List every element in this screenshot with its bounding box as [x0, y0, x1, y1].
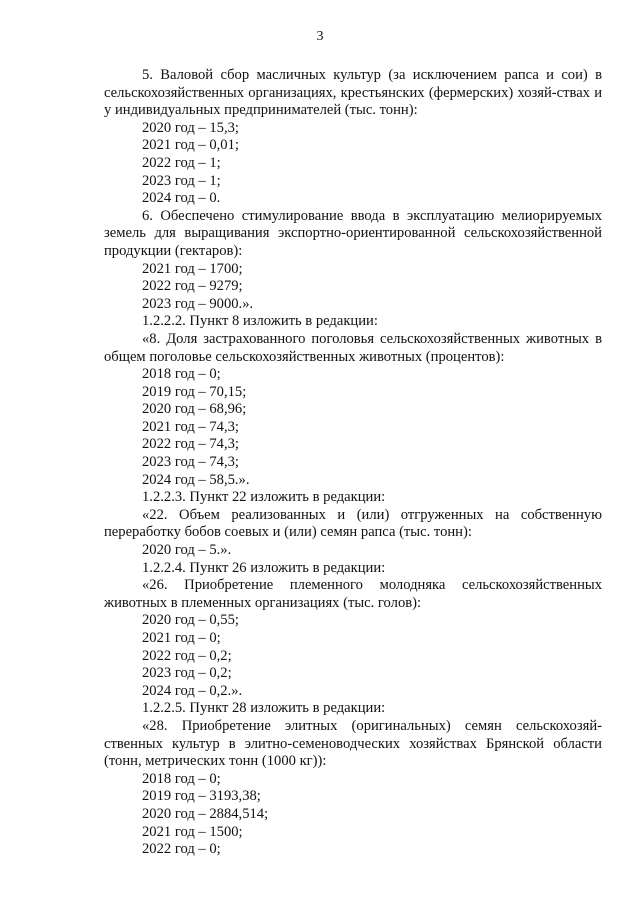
paragraph: 1.2.2.5. Пункт 28 изложить в редакции: [142, 700, 386, 717]
list-item: 2018 год – 0; [142, 770, 221, 787]
list-item: 2020 год – 2884,514; [142, 805, 269, 822]
list-item: 2021 год – 0,01; [142, 137, 239, 154]
list-item: 2019 год – 70,15; [142, 383, 247, 400]
list-item: 2021 год – 74,3; [142, 418, 239, 435]
list-item: 2021 год – 1500; [142, 823, 243, 840]
list-item: 2019 год – 3193,38; [142, 788, 261, 805]
list-item: 2023 год – 9000.». [142, 295, 254, 312]
paragraph: «28. Приобретение элитных (оригинальных) семян сельскохозяй-ственных культур в элитно-семеноводческих хозяйствах Брянской области (тонн, метрических тонн (1000 кг)): [104, 717, 602, 770]
list-item: 2022 год – 9279; [142, 278, 243, 295]
paragraph: «22. Объем реализованных и (или) отгруженных на собственную переработку бобов соевых и (или) семян рапса (тыс. тонн): [104, 506, 602, 541]
list-item: 2022 год – 0,2; [142, 647, 232, 664]
list-item: 2021 год – 0; [142, 630, 221, 646]
list-item: 2020 год – 5.». [142, 542, 232, 559]
paragraph: «8. Доля застрахованного поголовья сельскохозяйственных животных в общем поголовье сельскохозяйственных животных (процентов): [104, 330, 602, 365]
paragraph: 1.2.2.4. Пункт 26 изложить в редакции: [142, 559, 386, 576]
paragraph: 5. Валовой сбор масличных культур (за исключением рапса и сои) в сельскохозяйственных организациях, крестьянских (фермерских) хозяй-ствах и у индивидуальных предпринимателей (тыс. тонн): [104, 67, 602, 119]
list-item: 2024 год – 58,5.». [142, 471, 250, 488]
list-item: 2018 год – 0; [142, 366, 221, 383]
list-item: 2024 год – 0,2.». [142, 682, 243, 699]
list-item: 2020 год – 0,55; [142, 612, 239, 629]
list-item: 2021 год – 1700; [142, 260, 243, 277]
paragraph: 1.2.2.3. Пункт 22 изложить в редакции: [142, 489, 386, 506]
list-item: 2023 год – 1; [142, 172, 221, 189]
document-body [104, 67, 602, 859]
list-item: 2023 год – 0,2; [142, 665, 232, 682]
page-number: 3 [316, 29, 324, 44]
paragraph: 1.2.2.2. Пункт 8 изложить в редакции: [142, 313, 378, 330]
paragraph: 6. Обеспечено стимулирование ввода в эксплуатацию мелиорируемых земель для выращивания экспортно-ориентированной сельскохозяйственной продукции (гектаров): [104, 207, 602, 259]
list-item: 2023 год – 74,3; [142, 454, 239, 471]
list-item: 2022 год – 74,3; [142, 436, 239, 453]
paragraph: «26. Приобретение племенного молодняка сельскохозяйственных животных в племенных организациях (тыс. голов): [104, 577, 602, 611]
list-item: 2022 год – 0; [142, 841, 221, 858]
list-item: 2020 год – 15,3; [142, 119, 239, 136]
list-item: 2022 год – 1; [142, 154, 221, 171]
list-item: 2020 год – 68,96; [142, 401, 247, 418]
list-item: 2024 год – 0. [142, 190, 221, 207]
